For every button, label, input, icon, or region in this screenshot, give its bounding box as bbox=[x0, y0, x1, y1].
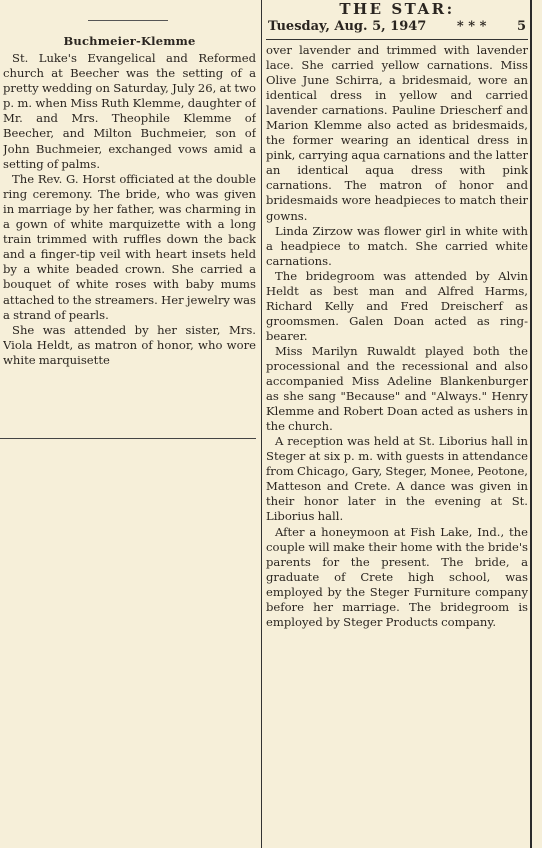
article-paragraph: She was attended by her sister, Mrs. Viola Heldt, as matron of honor, who wore white marquisette bbox=[3, 322, 256, 367]
article-paragraph: The Rev. G. Horst officiated at the double ring ceremony. The bride, who was given in marriage by her father, was charming in a gown of white marquizette with a long train trimmed with ruffles down the back and a finger-tip veil with heart insets held by a white beaded crown. She carried a bouquet of white roses with baby mums attached to the streamers. Her jewelry was a strand of pearls. bbox=[3, 171, 256, 322]
right-edge-rule bbox=[530, 0, 532, 848]
article-paragraph: Linda Zirzow was flower girl in white with a headpiece to match. She carried white carnations. bbox=[266, 223, 528, 268]
article-paragraph: After a honeymoon at Fish Lake, Ind., the couple will make their home with the bride's parents for the present. The bride, a graduate of Crete high school, was employed by the Steger Furniture company before her marriage. The bridegroom is employed by Steger Products company. bbox=[266, 524, 528, 629]
dateline-rule bbox=[266, 39, 528, 40]
dateline-page: 5 bbox=[516, 19, 526, 34]
right-column bbox=[266, 0, 528, 848]
left-column bbox=[3, 18, 256, 440]
dateline bbox=[266, 18, 528, 36]
column-divider bbox=[261, 0, 262, 848]
article-paragraph: A reception was held at St. Liborius hall in Steger at six p. m. with guests in attendance from Chicago, Gary, Steger, Monee, Peotone, Matteson and Crete. A dance was given in their honor later in the evening at St. Liborius hall. bbox=[266, 434, 528, 524]
article-paragraph: The bridegroom was attended by Alvin Heldt as best man and Alfred Harms, Richard Kelly and Fred Dreischerf as groomsmen. Galen Doan acted as ring-bearer. bbox=[266, 268, 528, 343]
article-headline: Buchmeier-Klemme bbox=[63, 34, 196, 48]
article-paragraph: over lavender and trimmed with lavender lace. She carried yellow carnations. Miss Olive June Schirra, a bridesmaid, wore an identical dress in yellow and carried lavender carnations. Pauline Driescherf and Marion Klemme also acted as bridesmaids, the former wearing an identical dress in pink, carrying aqua carnations and the latter an identical aqua dress with pink carnations. The matron of honor and bridesmaids wore headpieces to match their gowns. bbox=[266, 43, 528, 223]
masthead-paper-name: THE STAR: bbox=[339, 0, 455, 18]
article-paragraph: Miss Marilyn Ruwaldt played both the processional and the recessional and also accompanied Miss Adeline Blankenburger as she sang "Because" and "Always." Henry Klemme and Robert Doan acted as ushers in the church. bbox=[266, 343, 528, 434]
dateline-date: Tuesday, Aug. 5, 1947 bbox=[268, 19, 427, 34]
dateline-separator: * * * bbox=[456, 19, 487, 34]
article-paragraph: St. Luke's Evangelical and Reformed church at Beecher was the setting of a pretty wedding on Saturday, July 26, at two p. m. when Miss Ruth Klemme, daughter of Mr. and Mrs. Theophile Klemme of Beecher, and Milton Buchmeier, son of John Buchmeier, exchanged vows amid a setting of palms. bbox=[3, 51, 256, 171]
